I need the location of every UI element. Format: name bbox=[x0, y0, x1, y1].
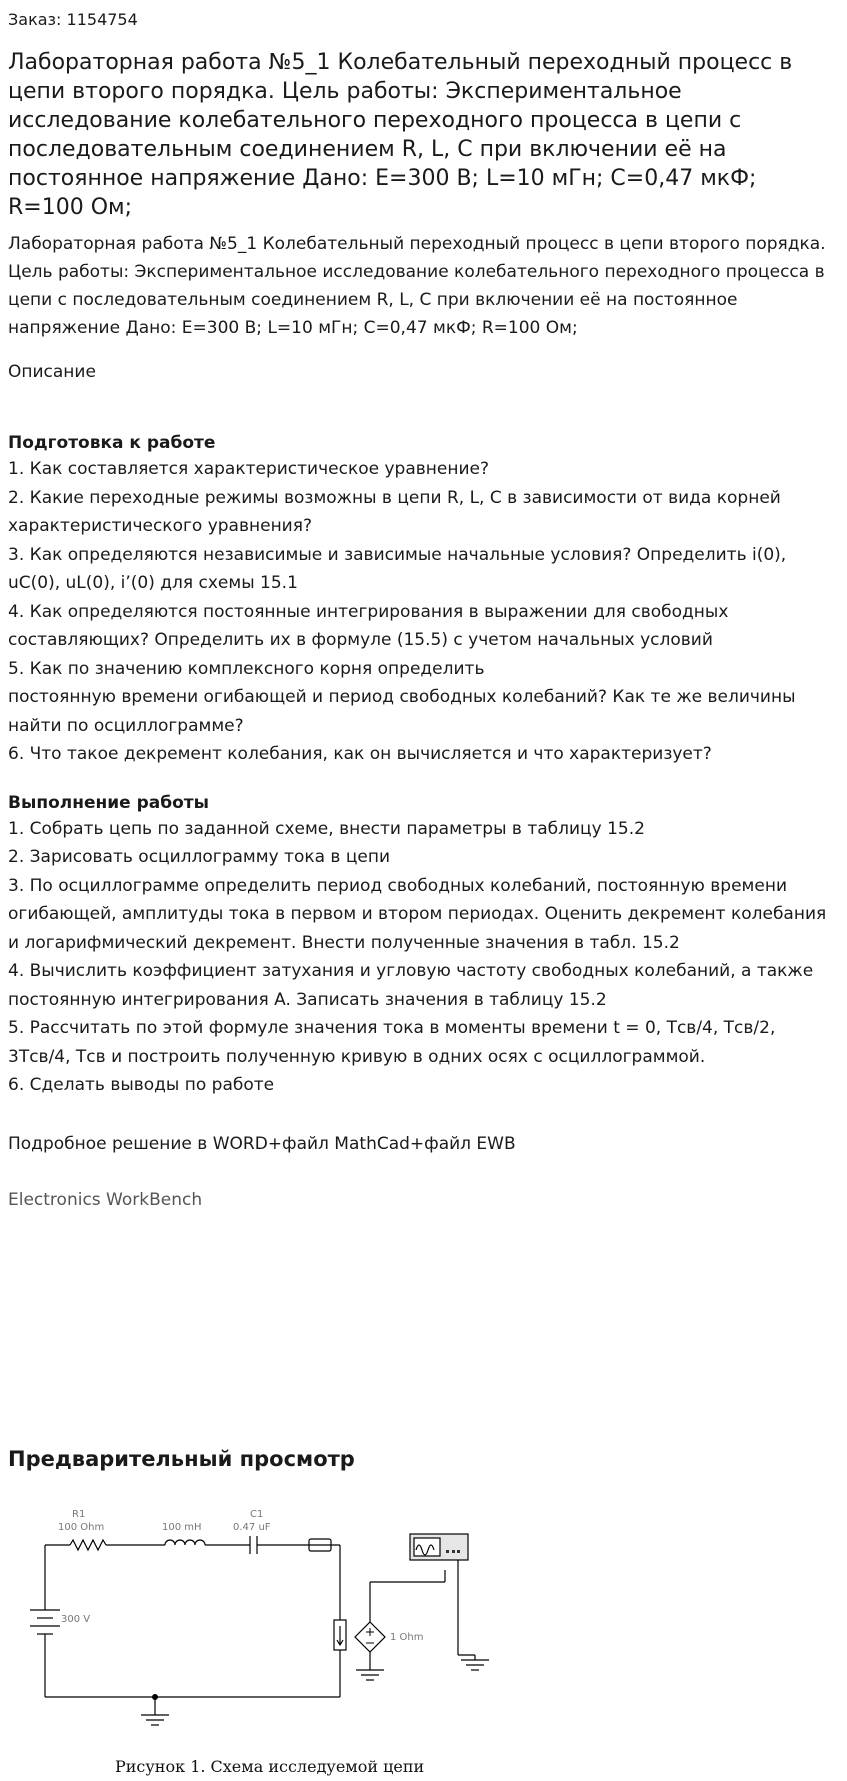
execution-list bbox=[8, 815, 839, 1100]
list-item: 3. Как определяются независимые и зависимые начальные условия? Определить i(0), uC(0), uL(0), i’(0) для схемы 15.1 bbox=[8, 544, 787, 593]
list-item: 3. По осциллограмме определить период свободных колебаний, постоянную времени огибающей, амплитуды тока в первом и втором периодах. Оценить декремент колебания и логарифмический декремент. Внести полученные значения в табл. 15.2 bbox=[8, 875, 827, 953]
order-line bbox=[8, 0, 839, 30]
dependent-source bbox=[355, 1622, 385, 1652]
list-item: 2. Какие переходные режимы возможны в цепи R, L, C в зависимости от вида корней характеристического уравнения? bbox=[8, 487, 781, 536]
oscilloscope-terminal bbox=[452, 1550, 455, 1553]
c1-value: 0.47 uF bbox=[233, 1522, 271, 1533]
solution-summary: Подробное решение в WORD+файл MathCad+файл EWB bbox=[8, 1133, 516, 1154]
preview-heading: Предварительный просмотр bbox=[8, 1447, 355, 1471]
list-item: 4. Как определяются постоянные интегрирования в выражении для свободных составляющих? Определить их в формуле (15.5) с учетом начальных условий bbox=[8, 601, 729, 650]
junction-dot bbox=[152, 1694, 158, 1700]
list-item: 1. Как составляется характеристическое уравнение? bbox=[8, 459, 489, 479]
r1-value: 100 Ohm bbox=[58, 1522, 105, 1533]
list-item: 6. Что такое декремент колебания, как он вычисляется и что характеризует? bbox=[8, 744, 712, 764]
inductor bbox=[165, 1540, 205, 1545]
list-item: 1. Собрать цепь по заданной схеме, внести параметры в таблицу 15.2 bbox=[8, 818, 645, 839]
circuit-diagram bbox=[0, 1490, 520, 1755]
oscilloscope-terminal bbox=[457, 1550, 460, 1553]
ewb-line bbox=[8, 1188, 839, 1212]
inductor-value: 100 mH bbox=[162, 1522, 202, 1533]
list-item: 6. Сделать выводы по работе bbox=[8, 1075, 275, 1095]
list-item: 5. Как по значению комплексного корня определить bbox=[8, 658, 485, 679]
resistor-r1 bbox=[70, 1540, 106, 1550]
list-item: постоянную времени огибающей и период свободных колебаний? Как те же величины найти по осциллограмме? bbox=[8, 687, 796, 736]
r1-name: R1 bbox=[72, 1509, 86, 1520]
figure-caption: Рисунок 1. Схема исследуемой цепи bbox=[115, 1757, 425, 1776]
execution-heading: Выполнение работы bbox=[8, 792, 210, 813]
source-value: 300 V bbox=[61, 1614, 91, 1625]
c1-name: C1 bbox=[250, 1509, 264, 1520]
oscilloscope-terminal bbox=[446, 1550, 449, 1553]
list-item: 2. Зарисовать осциллограмму тока в цепи bbox=[8, 847, 391, 867]
preparation-list bbox=[8, 455, 839, 769]
page-title: Лабораторная работа №5_1 Колебательный переходный процесс в цепи второго порядка. Цель работы: Экспериментальное исследование колебательного переходного процесса в цепи с последовательным соединением R, L, C при включении её на постоянное напряжение Дано: E=300 В; L=10 мГн; C=0,47 мкФ; R=100 Ом; bbox=[8, 50, 793, 220]
ewb-link[interactable]: Electronics WorkBench bbox=[8, 1189, 203, 1210]
description-text: Лабораторная работа №5_1 Колебательный переходный процесс в цепи второго порядка. Цель работы: Экспериментальное исследование колебательного переходного процесса в цепи с последовательным соединением R, L, C при включении её на постоянное напряжение Дано: E=300 В; L=10 мГн; C=0,47 мкФ; R=100 Ом; bbox=[8, 234, 826, 338]
order-label: Заказ: bbox=[8, 10, 62, 29]
list-item: 5. Рассчитать по этой формуле значения тока в моменты времени t = 0, Tсв/4, Tсв/2, 3Tсв/4, Tсв и построить полученную кривую в одних осях с осциллограммой. bbox=[8, 1018, 776, 1067]
preparation-heading: Подготовка к работе bbox=[8, 433, 216, 453]
order-number: 1154754 bbox=[66, 10, 138, 29]
description-label: Описание bbox=[8, 362, 96, 382]
list-item: 4. Вычислить коэффициент затухания и угловую частоту свободных колебаний, а также постоянную интегрирования A. Записать значения в таблицу 15.2 bbox=[8, 961, 814, 1010]
sensor-value: 1 Ohm bbox=[390, 1632, 424, 1643]
